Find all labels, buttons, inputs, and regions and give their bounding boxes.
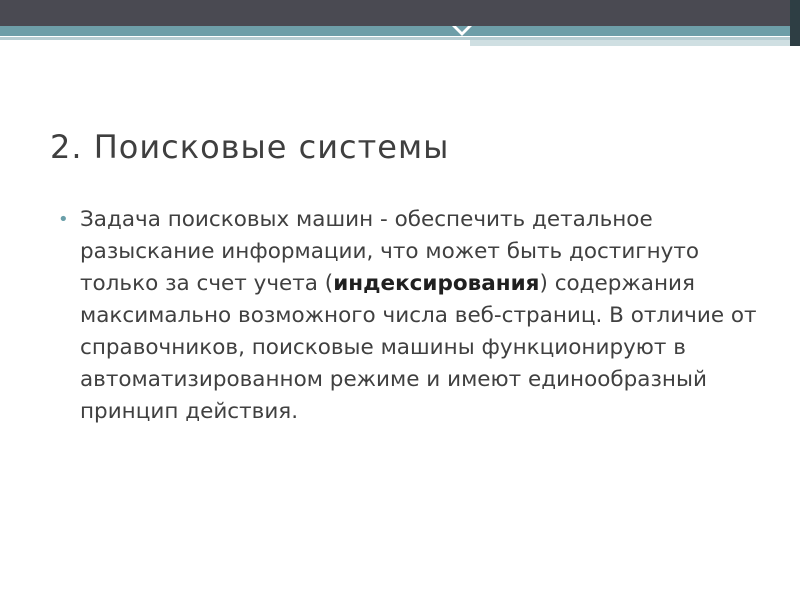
header-accent-stripe bbox=[0, 26, 800, 36]
bullet-text-after: ) содержания максимально возможного числа веб-страниц. В отличие от справочников, поисковые машины функционируют в автоматизированном режиме и имеют единообразный принцип действия. bbox=[80, 271, 757, 424]
bullet-item bbox=[58, 204, 768, 428]
header-light-stripe bbox=[470, 40, 800, 46]
bullet-text-before: Задача поисковых машин - обеспечить детальное разыскание информации, что может быть достигнуто только за счет учета ( bbox=[80, 207, 700, 296]
header-band bbox=[0, 0, 800, 26]
bullet-text-bold: индексирования bbox=[333, 271, 540, 296]
bullet-icon: • bbox=[58, 209, 69, 230]
header-right-edge bbox=[790, 0, 800, 46]
header-notch-inner bbox=[456, 26, 468, 32]
slide-title: 2. Поисковые системы bbox=[50, 128, 450, 166]
bullet-text bbox=[80, 204, 760, 428]
